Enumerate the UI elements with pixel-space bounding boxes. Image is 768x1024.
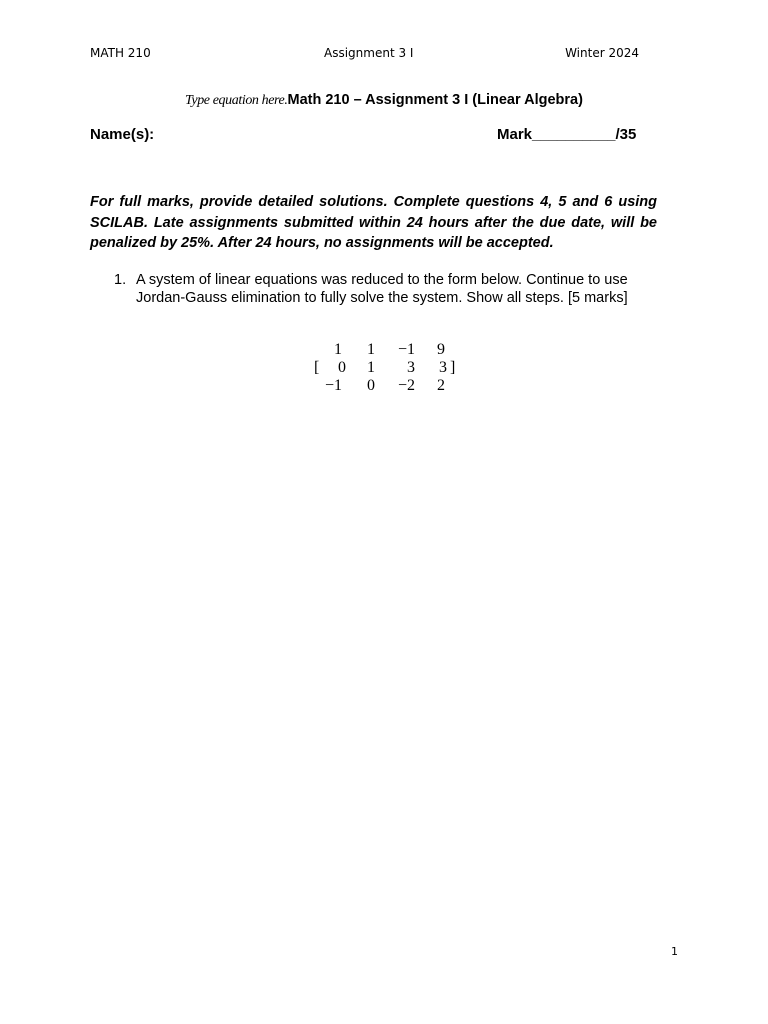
- header-course: MATH 210: [90, 46, 151, 60]
- title-separator: .: [284, 93, 288, 108]
- matrix-right-bracket: ]: [450, 359, 456, 376]
- matrix-cell: 1: [367, 341, 375, 358]
- matrix-cell: 2: [437, 377, 445, 394]
- matrix-left-bracket: [: [314, 359, 320, 376]
- matrix-cell: 0: [367, 377, 375, 394]
- equation-placeholder[interactable]: Type equation here: [185, 93, 285, 108]
- question-number: 1.: [114, 272, 127, 288]
- document-title: Math 210 – Assignment 3 I (Linear Algebra): [287, 92, 583, 108]
- names-label: Name(s):: [90, 126, 155, 143]
- matrix-cell: 9: [437, 341, 445, 358]
- title-line: [0, 91, 768, 109]
- header-term: Winter 2024: [565, 46, 639, 60]
- question-text: A system of linear equations was reduced to the form below. Continue to use Jordan-Gauss elimination to fully solve the system. Show all steps. [5 marks]: [136, 272, 628, 306]
- page-number: 1: [671, 945, 678, 958]
- mark-label: Mark__________/35: [497, 126, 637, 143]
- matrix-cell: 0: [338, 359, 346, 376]
- matrix-cell: 1: [334, 341, 342, 358]
- matrix-cell: 3: [407, 359, 415, 376]
- augmented-matrix: [300, 341, 470, 401]
- matrix-cell: −1: [324, 377, 342, 394]
- matrix-cell: 1: [367, 359, 375, 376]
- header-assignment: Assignment 3 I: [324, 46, 414, 60]
- matrix-cell: 3: [439, 359, 447, 376]
- instructions-paragraph: For full marks, provide detailed solutions. Complete questions 4, 5 and 6 using SCILAB. Late assignments submitted within 24 hours after the due date, will be penalized by 25%. After 24 hours, no assignments will be accepted.: [90, 194, 657, 251]
- matrix-cell: −2: [397, 377, 415, 394]
- matrix-cell: −1: [397, 341, 415, 358]
- page-header: [90, 46, 639, 64]
